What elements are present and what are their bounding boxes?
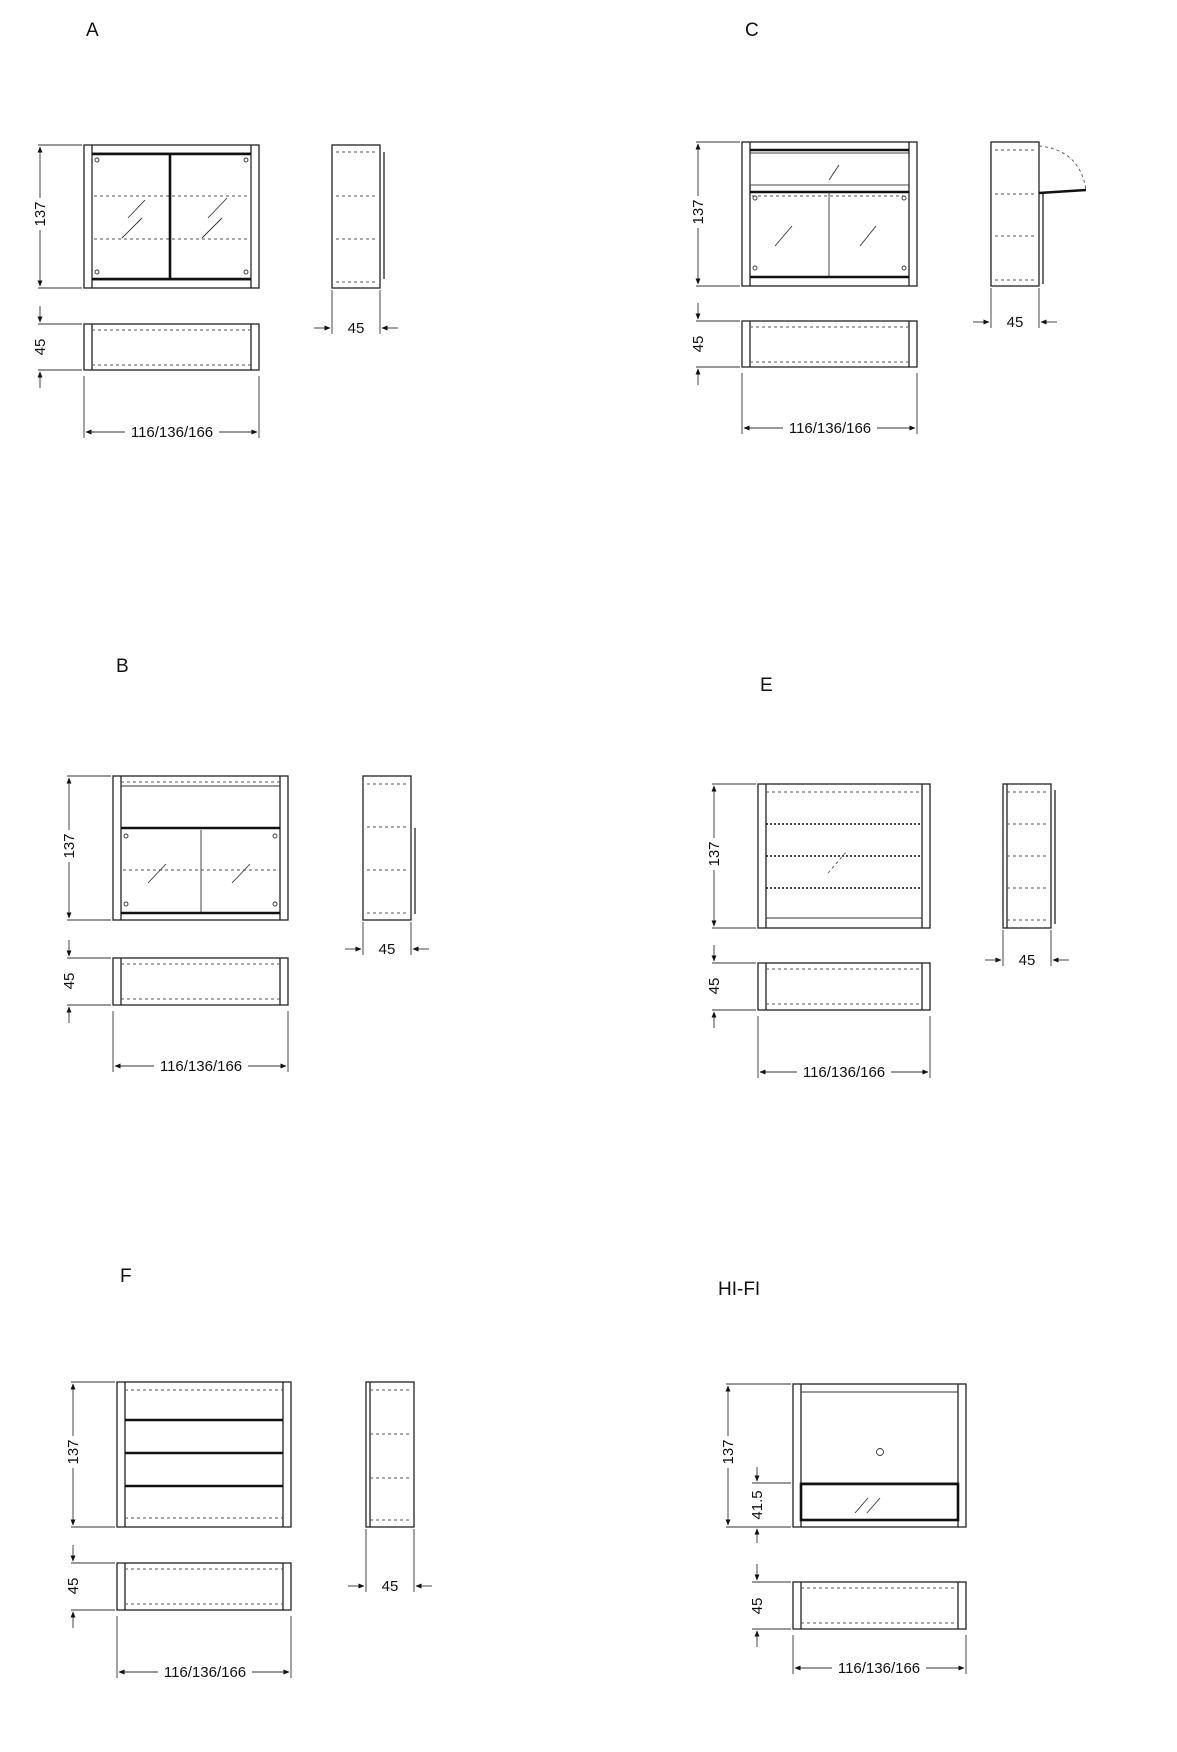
unit-f-width-label: 116/136/166 (163, 1664, 247, 1681)
unit-a-depth-dimension (32, 306, 82, 388)
unit-b-width-dimension (113, 1011, 288, 1075)
unit-b-side-depth-dimension (345, 922, 429, 958)
unit-hifi-depth-label: 45 (749, 1597, 766, 1615)
unit-c-side-view (991, 142, 1086, 286)
unit-b-side-view (363, 776, 415, 920)
unit-f-depth-label: 45 (65, 1577, 82, 1595)
unit-a-side-depth-label: 45 (347, 320, 365, 337)
unit-a-width-dimension (84, 376, 259, 441)
unit-f-side-depth-dimension (348, 1529, 432, 1595)
unit-a-width-label: 116/136/166 (130, 424, 214, 441)
unit-b-height-label: 137 (61, 833, 78, 859)
unit-e-side-depth-label: 45 (1018, 952, 1036, 969)
unit-e-depth-label: 45 (706, 977, 723, 995)
unit-b-front-view (113, 776, 288, 920)
unit-hifi-depth-dimension (749, 1564, 791, 1647)
unit-b-depth-label: 45 (61, 972, 78, 990)
unit-b-height-dimension (59, 776, 111, 920)
unit-e-title: E (760, 675, 773, 696)
unit-c-side-depth-dimension (973, 288, 1057, 331)
unit-e-width-label: 116/136/166 (802, 1064, 886, 1081)
unit-a-depth-label: 45 (32, 338, 49, 356)
unit-f-side-depth-label: 45 (381, 1578, 399, 1595)
unit-a-height-label: 137 (32, 201, 49, 227)
unit-f-height-dimension (63, 1382, 115, 1527)
unit-c-width-dimension (742, 373, 917, 437)
unit-f-plan-view (117, 1563, 291, 1610)
unit-a (30, 20, 398, 441)
unit-c-front-view (742, 142, 917, 286)
unit-b-depth-dimension (61, 940, 111, 1023)
unit-hifi-title: HI-FI (718, 1279, 761, 1300)
unit-hifi (718, 1279, 966, 1677)
unit-e-front-view (758, 784, 930, 928)
unit-a-plan-view (84, 324, 259, 370)
unit-c-plan-view (742, 321, 917, 367)
unit-f-depth-dimension (65, 1545, 115, 1628)
unit-b-plan-view (113, 958, 288, 1005)
unit-e-height-dimension (704, 784, 756, 928)
unit-f-width-dimension (117, 1616, 291, 1681)
unit-f-side-view (366, 1382, 414, 1527)
unit-hifi-inner-dimension (749, 1467, 791, 1543)
unit-e (704, 675, 1069, 1081)
unit-e-side-view (1003, 784, 1055, 928)
unit-b-width-label: 116/136/166 (159, 1058, 243, 1075)
unit-c-height-dimension (688, 142, 740, 286)
unit-b-title: B (116, 656, 129, 677)
unit-hifi-front-view (793, 1384, 966, 1527)
unit-c (688, 20, 1086, 437)
unit-e-plan-view (758, 963, 930, 1010)
unit-a-side-depth-dimension (314, 290, 398, 337)
unit-c-height-label: 137 (690, 199, 707, 225)
unit-e-depth-dimension (706, 945, 756, 1028)
unit-a-side-view (332, 145, 384, 288)
unit-hifi-width-label: 116/136/166 (837, 1660, 921, 1677)
unit-hifi-plan-view (793, 1582, 966, 1629)
unit-a-front-view (84, 145, 259, 288)
unit-f-front-view (117, 1382, 291, 1527)
unit-hifi-width-dimension (793, 1635, 966, 1677)
unit-c-title: C (745, 20, 759, 41)
unit-f-height-label: 137 (65, 1439, 82, 1465)
unit-f-title: F (120, 1266, 132, 1287)
unit-c-width-label: 116/136/166 (788, 420, 872, 437)
unit-hifi-inner-label: 41.5 (749, 1490, 766, 1520)
unit-b-side-depth-label: 45 (378, 941, 396, 958)
unit-e-height-label: 137 (706, 841, 723, 867)
unit-e-side-depth-dimension (985, 930, 1069, 969)
unit-b (59, 656, 429, 1075)
unit-a-height-dimension (30, 145, 82, 288)
unit-f (63, 1266, 432, 1681)
unit-c-side-depth-label: 45 (1006, 314, 1024, 331)
unit-c-depth-dimension (690, 303, 740, 385)
unit-a-title: A (86, 20, 99, 41)
unit-c-depth-label: 45 (690, 335, 707, 353)
unit-hifi-height-label: 137 (720, 1439, 737, 1465)
unit-e-width-dimension (758, 1016, 930, 1081)
